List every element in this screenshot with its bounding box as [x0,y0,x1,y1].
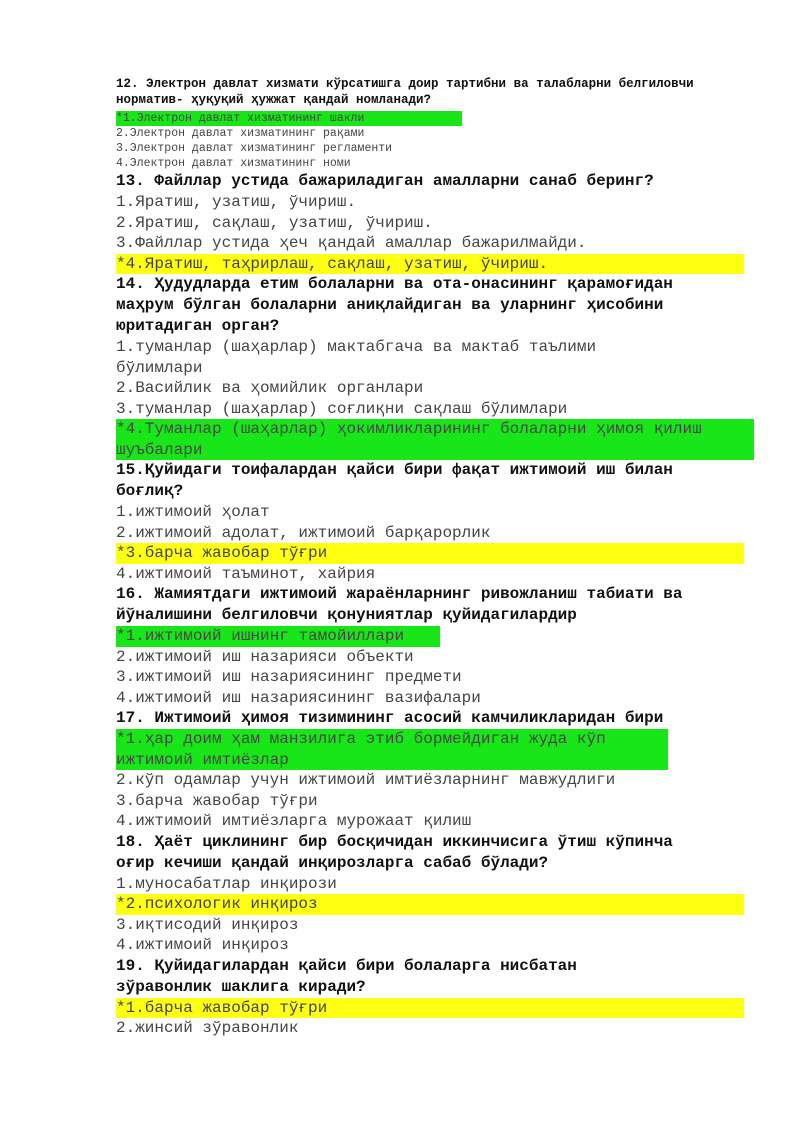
answer-option-correct: *1.ижтимоий ишнинг тамойиллари [116,626,440,647]
question-block-19 [116,956,756,1039]
answer-option: 4.ижтимоий иш назариясининг вазифалари [116,688,481,707]
answer-option-correct: *4.Туманлар (шаҳарлар) ҳокимликларининг болаларни ҳимоя қилиш шуъбалари [116,419,754,460]
quiz-page [116,76,756,1039]
question-text: 12. Электрон давлат хизмати кўрсатишга доир тартибни ва талабларни белгиловчи норматив- ҳуқуқий ҳужжат қандай номланади? [116,77,694,107]
answer-option: 3.барча жавобар тўғри [116,791,318,810]
answer-option: 2.ижтимоий иш назарияси объекти [116,647,414,666]
question-block-18 [116,832,756,956]
answer-option: 2.Электрон давлат хизматининг рақами [116,127,365,140]
answer-option-correct: *3.барча жавобар тўғри [116,543,744,564]
answer-option: 4.Электрон давлат хизматининг номи [116,157,351,170]
question-text: 16. Жамиятдаги ижтимоий жараёнларнинг ривожланиш табиати ва йўналишини белгиловчи қонуниятлар қуйидагилардир [116,585,683,624]
question-text: 15.Қуйидаги тоифалардан қайси бири фақат ижтимоий иш билан боғлиқ? [116,461,673,500]
answer-option: 3.Электрон давлат хизматининг регламенти [116,142,393,155]
answer-option-correct: *1.Электрон давлат хизматининг шакли [116,111,462,126]
answer-option-correct: *1.ҳар доим ҳам манзилига этиб бормейдиган жуда кўп ижтимоий имтиёзлар [116,729,668,770]
question-block-15 [116,460,756,584]
answer-option: 3.ижтимоий иш назариясининг предмети [116,668,462,686]
answer-option: 2.жинсий зўравонлик [116,1019,299,1037]
question-text: 18. Ҳаёт циклининг бир босқичидан иккинчисига ўтиш кўпинча оғир кечиши қандай инқирозларга сабаб бўлади? [116,832,673,872]
question-block-14 [116,274,756,460]
answer-option: 2.кўп одамлар учун ижтимоий имтиёзларнинг мавжудлиги [116,771,616,789]
answer-option-correct: *4.Яратиш, таҳрирлаш, сақлаш, узатиш, ўчириш. [116,254,744,275]
answer-option: 4.ижтимоий инқироз [116,936,289,954]
answer-option: 1.ижтимоий ҳолат [116,503,270,521]
question-block-13 [116,171,756,274]
question-text: 14. Ҳудудларда етим болаларни ва ота-онасининг қарамоғидан маҳрум бўлган болаларни аниқлайдиган ва уларнинг ҳисобини юритадиган орган? [116,275,673,335]
answer-option: 3.иқтисодий инқироз [116,915,299,934]
answer-option: 1.Яратиш, узатиш, ўчириш. [116,193,357,211]
question-text: 13. Файллар устида бажариладиган амалларни санаб беринг? [116,172,654,190]
answer-option: 1.туманлар (шаҳарлар) мактабгача ва мактаб таълими бўлимлари [116,338,597,377]
answer-option-correct: *1.барча жавобар тўғри [116,998,744,1019]
answer-option: 4.ижтимоий имтиёзларга мурожаат қилиш [116,812,472,830]
question-text: 19. Қуйидагилардан қайси бири болаларга нисбатан зўравонлик шаклига киради? [116,956,577,996]
answer-option: 3.туманлар (шаҳарлар) соғлиқни сақлаш бўлимлари [116,399,568,418]
answer-option: 2.Васийлик ва ҳомийлик органлари [116,379,424,397]
answer-option: 1.муносабатлар инқирози [116,874,337,893]
question-block-16 [116,584,756,708]
answer-option: 2.Яратиш, сақлаш, узатиш, ўчириш. [116,213,433,232]
question-block-17 [116,708,756,832]
answer-option-correct: *2.психологик инқироз [116,894,744,915]
answer-option: 3.Файллар устида ҳеч қандай амаллар бажарилмайди. [116,234,587,252]
question-block-12 [116,76,756,171]
answer-option: 2.ижтимоий адолат, ижтимоий барқарорлик [116,523,491,542]
answer-option: 4.ижтимоий таъминот, хайрия [116,564,376,583]
question-text: 17. Ижтимоий ҳимоя тизимининг асосий камчиликларидан бири [116,709,664,727]
